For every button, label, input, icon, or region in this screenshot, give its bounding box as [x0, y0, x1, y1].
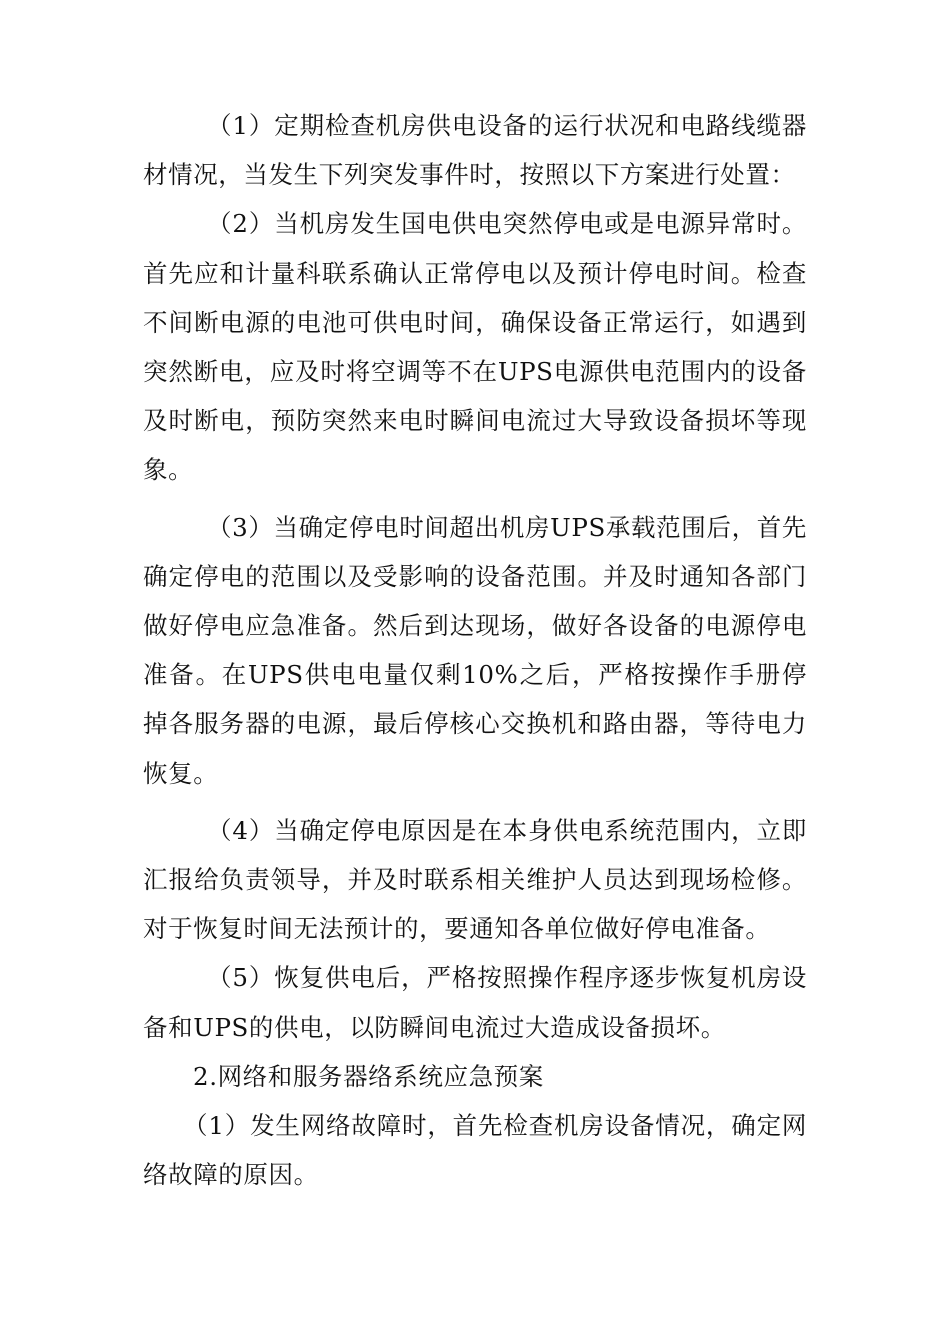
- paragraph-3: （3）当确定停电时间超出机房UPS承载范围后，首先确定停电的范围以及受影响的设备范围。并及时通知各部门做好停电应急准备。然后到达现场，做好各设备的电源停电准备。在UPS供电电量仅剩10%之后，严格按操作手册停掉各服务器的电源，最后停核心交换机和路由器，等待电力恢复。: [143, 512, 807, 788]
- paragraph-2: （2）当机房发生国电供电突然停电或是电源异常时。首先应和计量科联系确认正常停电以及预计停电时间。检查不间断电源的电池可供电时间，确保设备正常运行，如遇到突然断电，应及时将空调等不在UPS电源供电范围内的设备及时断电，预防突然来电时瞬间电流过大导致设备损坏等现象。: [143, 209, 807, 485]
- paragraph-5: （5）恢复供电后，严格按照操作程序逐步恢复机房设备和UPS的供电，以防瞬间电流过大造成设备损坏。: [143, 963, 807, 1042]
- paragraph-1: （1）定期检查机房供电设备的运行状况和电路线缆器材情况，当发生下列突发事件时，按照以下方案进行处置：: [143, 111, 807, 190]
- paragraph-6: （1）发生网络故障时，首先检查机房设备情况，确定网络故障的原因。: [143, 1111, 807, 1190]
- section-heading: 2.网络和服务器络系统应急预案: [193, 1061, 544, 1091]
- paragraph-4: （4）当确定停电原因是在本身供电系统范围内，立即汇报给负责领导，并及时联系相关维护人员达到现场检修。对于恢复时间无法预计的，要通知各单位做好停电准备。: [143, 815, 807, 944]
- document-body: [143, 101, 807, 1199]
